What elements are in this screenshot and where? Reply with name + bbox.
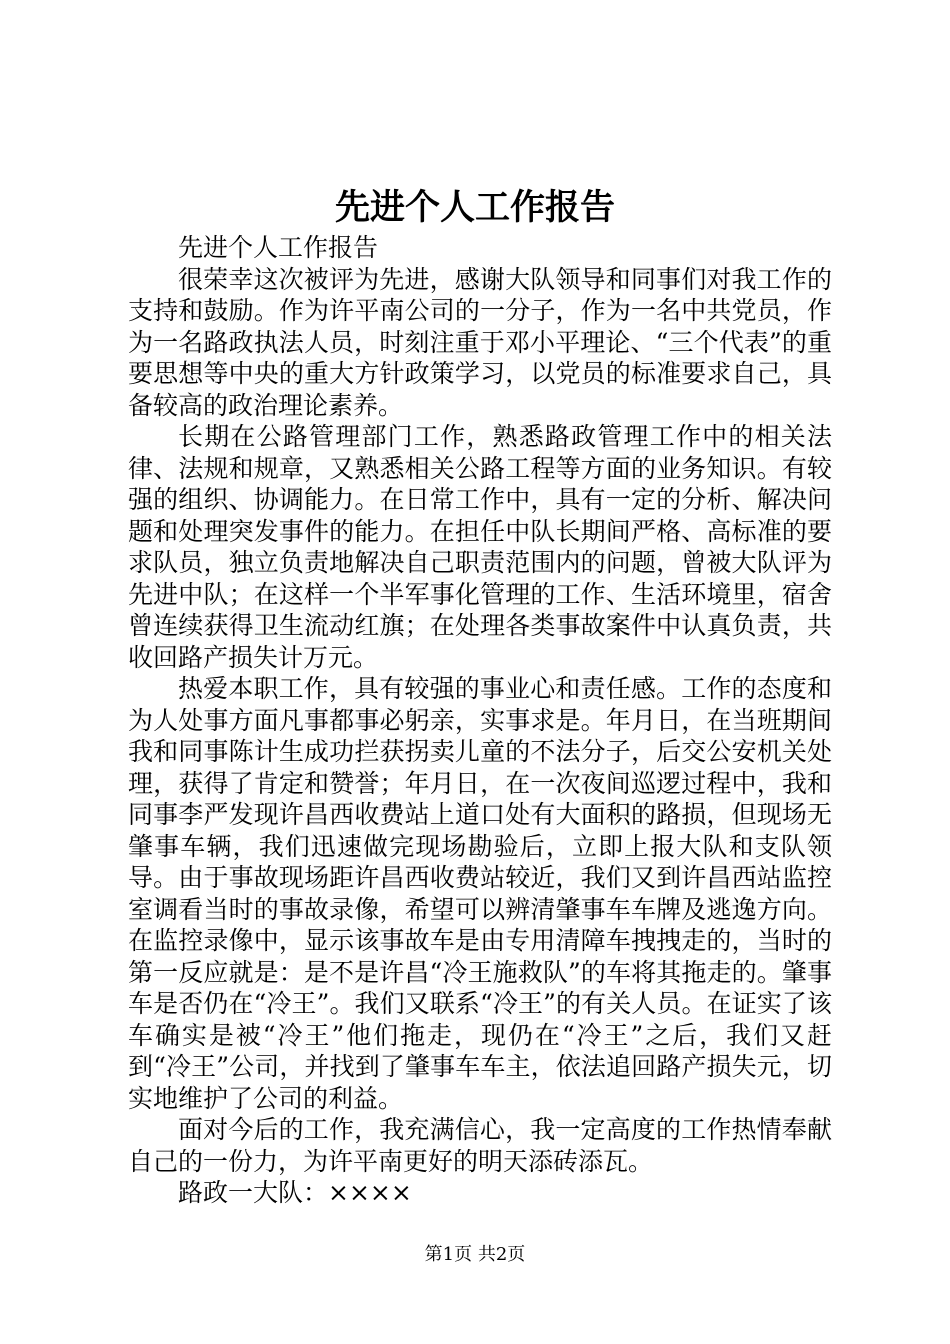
paragraph: 面对今后的工作，我充满信心，我一定高度的工作热情奉献自己的一份力，为许平南更好的明天添砖添瓦。 xyxy=(128,1115,832,1176)
document-body xyxy=(128,232,832,1209)
document-title: 先进个人工作报告 xyxy=(334,188,615,228)
signature: 路政一大队：×××× xyxy=(178,1178,412,1207)
page-footer: 第1页 共2页 xyxy=(424,1244,526,1265)
paragraph: 很荣幸这次被评为先进，感谢大队领导和同事们对我工作的支持和鼓励。作为许平南公司的一分子，作为一名中共党员，作为一名路政执法人员，时刻注重于邓小平理论、“三个代表”的重要思想等中央的重大方针政策学习，以党员的标准要求自己，具备较高的政治理论素养。 xyxy=(128,264,832,420)
document-subtitle: 先进个人工作报告 xyxy=(178,233,379,262)
paragraph: 长期在公路管理部门工作，熟悉路政管理工作中的相关法律、法规和规章，又熟悉相关公路工程等方面的业务知识。有较强的组织、协调能力。在日常工作中，具有一定的分析、解决问题和处理突发事件的能力。在担任中队长期间严格、高标准的要求队员，独立负责地解决自己职责范围内的问题，曾被大队评为先进中队；在这样一个半军事化管理的工作、生活环境里，宿舍曾连续获得卫生流动红旗；在处理各类事故案件中认真负责，共收回路产损失计万元。 xyxy=(128,422,832,672)
paragraph: 热爱本职工作，具有较强的事业心和责任感。工作的态度和为人处事方面凡事都事必躬亲，实事求是。年月日，在当班期间我和同事陈计生成功拦获拐卖儿童的不法分子，后交公安机关处理，获得了肯定和赞誉；年月日，在一次夜间巡逻过程中，我和同事李严发现许昌西收费站上道口处有大面积的路损，但现场无肇事车辆，我们迅速做完现场勘验后，立即上报大队和支队领导。由于事故现场距许昌西收费站较近，我们又到许昌西站监控室调看当时的事故录像，希望可以辨清肇事车车牌及逃逸方向。在监控录像中，显示该事故车是由专用清障车拽拽走的，当时的第一反应就是：是不是许昌“冷王施救队”的车将其拖走的。肇事车是否仍在“冷王”。我们又联系“冷王”的有关人员。在证实了该车确实是被“冷王”他们拖走，现仍在“冷王”之后，我们又赶到“冷王”公司，并找到了肇事车车主，依法追回路产损失元，切实地维护了公司的利益。 xyxy=(128,674,832,1113)
